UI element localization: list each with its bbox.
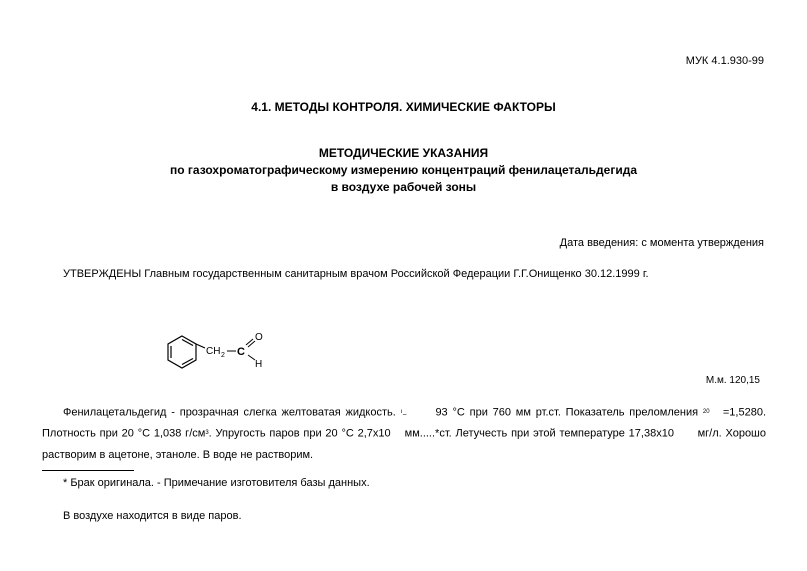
document-title [0, 145, 807, 196]
text-segment-6: мм.....*ст. Летучесть при этой температуре 17,38х10 [404, 427, 674, 440]
text-segment-2: 93 °С при 760 мм рт.ст. Показатель преломления [435, 406, 699, 419]
double-bond [246, 339, 255, 347]
document-code: МУК 4.1.930-99 [685, 55, 764, 67]
molar-mass: М.м. 120,15 [705, 375, 760, 386]
air-state-paragraph: В воздухе находится в виде паров. [63, 510, 242, 522]
text-segment-8: растворим в ацетоне, этаноле. В воде не растворим. [42, 448, 314, 461]
h-bond [248, 355, 255, 360]
ch2-subscript: 2 [221, 352, 225, 359]
section-title: 4.1. МЕТОДЫ КОНТРОЛЯ. ХИМИЧЕСКИЕ ФАКТОРЫ [251, 100, 556, 114]
missing-boiling-point-image: ι ̲̲ [400, 409, 406, 415]
footnote: * Брак оригинала. - Примечание изготовителя базы данных. [63, 477, 370, 489]
carbon-label: C [237, 346, 245, 358]
benzene-ring [168, 336, 205, 368]
title-line-1: МЕТОДИЧЕСКИЕ УКАЗАНИЯ [318, 146, 489, 160]
title-line-2: по газохроматографическому измерению концентраций фенилацетальдегида [169, 163, 638, 177]
introduction-date: Дата введения: с момента утверждения [559, 237, 764, 249]
text-segment-4: Плотность при 20 °С 1,038 г/см [42, 427, 206, 440]
footnote-divider [42, 470, 134, 471]
missing-refraction-image: 20 [702, 409, 710, 415]
text-segment-5: . Упругость паров при 20 °С 2,7х10 [208, 427, 391, 440]
ch2-label: CH [206, 346, 221, 357]
description-paragraph [42, 402, 766, 466]
missing-exponent-image: 3 [205, 430, 209, 437]
hydrogen-label: H [255, 359, 263, 370]
text-segment-7: мг/л. Хорошо [697, 427, 766, 440]
title-line-3: в воздухе рабочей зоны [330, 180, 477, 194]
oxygen-label: O [255, 332, 263, 343]
approval-line: УТВЕРЖДЕНЫ Главным государственным санитарным врачом Российской Федерации Г.Г.Онищенко 30.12.1999 г. [63, 268, 649, 280]
text-segment-3: =1,5280. [722, 406, 766, 419]
text-segment-1: Фенилацетальдегид - прозрачная слегка желтоватая жидкость. [63, 406, 396, 419]
structural-formula [160, 328, 280, 378]
